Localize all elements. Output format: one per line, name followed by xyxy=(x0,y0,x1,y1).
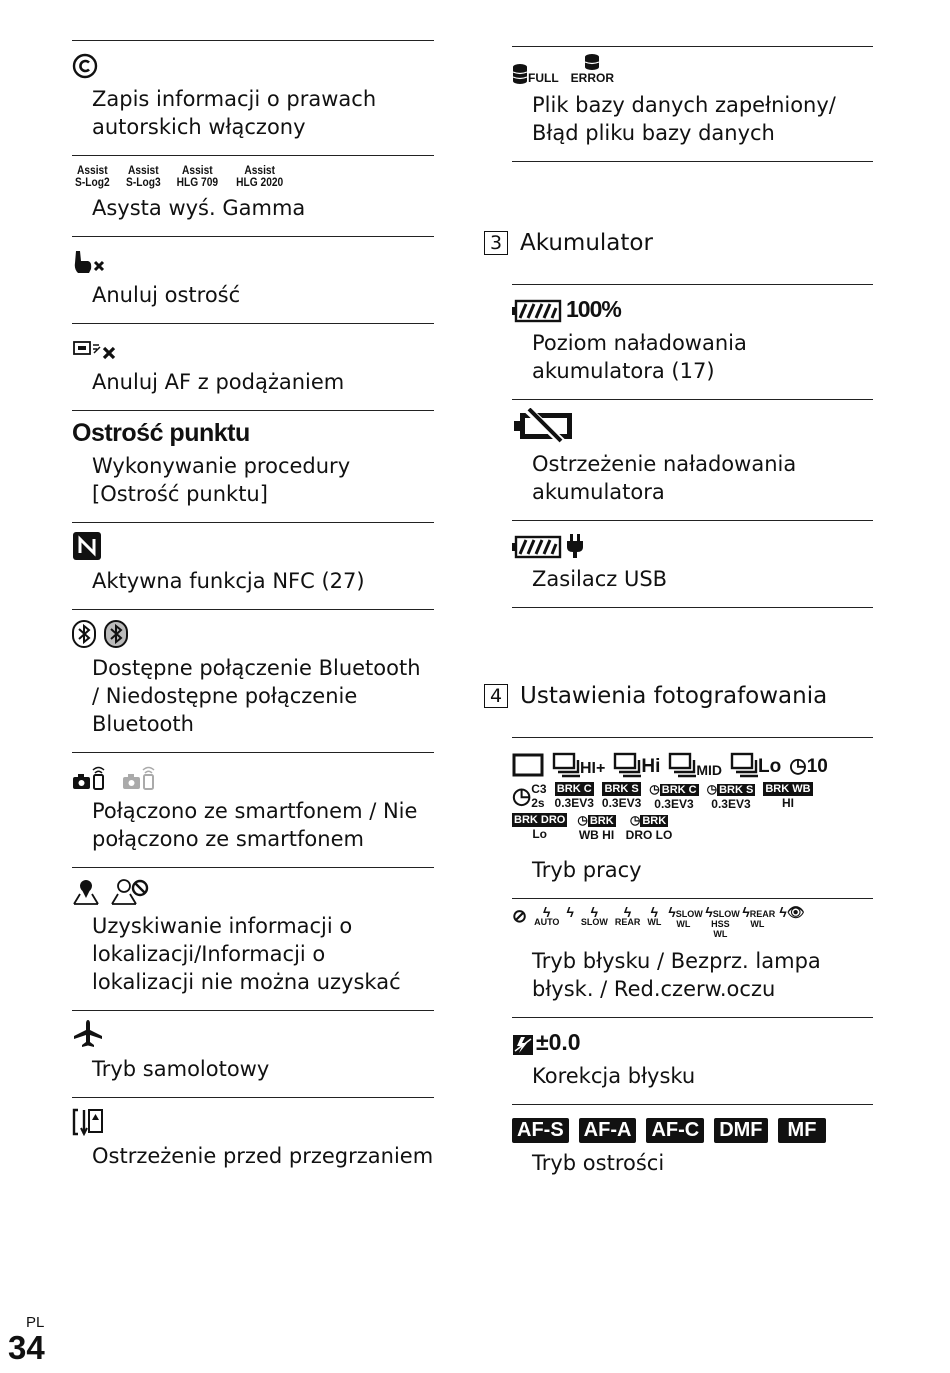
af-s-tag: AF-S xyxy=(512,1118,569,1143)
entry-flash-mode xyxy=(512,898,873,1017)
flash-rear-wl-icon: ϟREAR WL xyxy=(742,904,776,929)
page-footer xyxy=(8,1314,45,1367)
entry-nfc xyxy=(72,522,434,609)
gamma-slog2-icon: Assist S-Log2 xyxy=(75,163,110,189)
battery-empty-icon xyxy=(512,408,574,444)
flash-comp-icon xyxy=(512,1034,534,1056)
continuous-hi-icon: Hi xyxy=(613,752,660,778)
flash-slow-wl-icon: ϟSLOW WL xyxy=(668,904,703,929)
battery-full-icon xyxy=(512,299,562,323)
copyright-icon xyxy=(72,53,98,79)
flash-mode-desc: Tryb błysku / Bezprz. lampa błysk. / Red.czerw.oczu xyxy=(532,949,821,1001)
red-eye-icon: ϟ👁 xyxy=(779,904,805,920)
af-a-tag: AF-A xyxy=(579,1118,637,1143)
entry-cancel-af xyxy=(72,323,434,410)
airplane-desc: Tryb samolotowy xyxy=(92,1057,270,1081)
entry-overheat xyxy=(72,1097,434,1184)
gamma-slog3-icon: Assist S-Log3 xyxy=(125,163,161,189)
tracking-cancel-icon xyxy=(72,336,120,362)
smartphone-connected-icon xyxy=(72,763,108,791)
single-shot-icon xyxy=(512,752,544,778)
flash-auto-icon: ϟ AUTO xyxy=(534,904,560,927)
self-timer-cont-icon: ◷ C3 2s xyxy=(512,782,547,810)
gamma-desc: Asysta wyś. Gamma xyxy=(92,196,306,220)
entry-airplane xyxy=(72,1010,434,1097)
continuous-hiplus-icon: HI+ xyxy=(552,752,605,778)
nfc-desc: Aktywna funkcja NFC (27) xyxy=(92,569,365,593)
gamma-hlg2020-icon: Assist HLG 2020 xyxy=(236,163,284,189)
timer-wb-bracket-icon: ◷ BRK WB HI xyxy=(577,813,615,842)
dmf-tag: DMF xyxy=(714,1118,767,1143)
location-icon xyxy=(72,878,100,906)
entry-spot-focus xyxy=(72,410,434,522)
nfc-icon xyxy=(72,531,102,561)
entry-battery-level xyxy=(512,284,873,399)
flash-slow-hss-wl-icon: ϟSLOW HSS WL xyxy=(705,904,740,939)
flash-mode-icons xyxy=(512,904,873,941)
database-desc: Plik bazy danych zapełniony/ Błąd pliku bazy danych xyxy=(532,93,836,145)
bluetooth-desc: Dostępne połączenie Bluetooth / Niedostępne połączenie Bluetooth xyxy=(92,656,421,736)
flash-comp-value: ±0.0 xyxy=(536,1029,581,1055)
overheat-icon xyxy=(72,1108,104,1136)
touch-cancel-icon xyxy=(72,249,108,275)
drive-mode-icons xyxy=(512,746,873,842)
flash-rear-icon: ϟ REAR xyxy=(614,904,641,927)
entry-flash-comp xyxy=(512,1017,873,1104)
flash-off-icon: ⊘ xyxy=(512,906,528,926)
section-title: Ustawienia fotografowania xyxy=(520,683,828,709)
section-heading-shooting xyxy=(484,683,827,709)
battery-percent: 100% xyxy=(566,296,621,322)
right-column-top xyxy=(512,46,873,162)
focus-mode-desc: Tryb ostrości xyxy=(532,1151,665,1175)
flash-slow-icon: ϟ SLOW xyxy=(580,904,608,927)
spot-focus-title: Ostrość punktu xyxy=(72,419,250,447)
database-error-icon: ERROR xyxy=(571,53,614,85)
section-number: 3 xyxy=(484,231,508,255)
flash-wl-icon: ϟ WL xyxy=(647,904,662,927)
entry-battery-warning xyxy=(512,399,873,520)
af-c-tag: AF-C xyxy=(646,1118,704,1143)
usb-power-desc: Zasilacz USB xyxy=(532,567,668,591)
timer-bracket-cont-icon: ◷ BRK C 0.3EV3 xyxy=(649,782,697,811)
continuous-lo-icon: Lo xyxy=(730,752,781,778)
overheat-desc: Ostrzeżenie przed przegrzaniem xyxy=(92,1144,434,1168)
smartphone-disconnected-icon xyxy=(122,763,158,791)
self-timer-icon: ◷ 10 xyxy=(789,755,828,777)
language-code: PL xyxy=(26,1314,45,1331)
left-column xyxy=(72,40,434,1184)
airplane-icon xyxy=(72,1019,104,1049)
entry-smartphone xyxy=(72,752,434,867)
entry-drive-mode xyxy=(512,737,873,898)
page-number: 34 xyxy=(8,1329,45,1366)
section-title: Akumulator xyxy=(520,230,653,256)
dro-bracket-icon: BRK DRO Lo xyxy=(514,814,566,841)
section-heading-battery xyxy=(484,230,653,256)
entry-focus-mode xyxy=(512,1104,873,1191)
copyright-desc: Zapis informacji o prawach autorskich włączony xyxy=(92,87,377,139)
section-number: 4 xyxy=(484,684,508,708)
battery-level-desc: Poziom naładowania akumulatora (17) xyxy=(532,331,747,383)
battery-charge-icon xyxy=(512,535,562,559)
entry-gamma-assist xyxy=(72,155,434,236)
entry-copyright xyxy=(72,40,434,155)
entry-location xyxy=(72,867,434,1010)
flash-fill-icon: ϟ xyxy=(566,904,574,920)
gamma-hlg709-icon: Assist HLG 709 xyxy=(176,163,219,189)
flash-comp-desc: Korekcja błysku xyxy=(532,1064,696,1088)
drive-mode-desc: Tryb pracy xyxy=(532,858,642,882)
entry-usb-power xyxy=(512,520,873,608)
bluetooth-on-icon xyxy=(72,620,96,648)
continuous-mid-icon: MID xyxy=(668,752,722,778)
battery-warning-desc: Ostrzeżenie naładowania akumulatora xyxy=(532,452,797,504)
wb-bracket-icon: BRK WB HI xyxy=(765,783,811,810)
location-desc: Uzyskiwanie informacji o lokalizacji/Informacji o lokalizacji nie można uzyskać xyxy=(92,914,401,994)
entry-cancel-focus xyxy=(72,236,434,323)
location-unavailable-icon xyxy=(110,878,150,906)
bluetooth-off-icon xyxy=(104,620,128,648)
smartphone-desc: Połączono ze smartfonem / Nie połączono ze smartfonem xyxy=(92,799,418,851)
mf-tag: MF xyxy=(778,1118,827,1143)
entry-database xyxy=(512,46,873,162)
cancel-focus-desc: Anuluj ostrość xyxy=(92,283,241,307)
database-full-icon: FULL xyxy=(512,63,559,85)
right-column-battery xyxy=(512,284,873,608)
bracket-cont-icon: BRK C 0.3EV3 xyxy=(554,783,594,810)
timer-bracket-single-icon: ◷ BRK S 0.3EV3 xyxy=(706,782,754,811)
spot-focus-desc: Wykonywanie procedury [Ostrość punktu] xyxy=(92,454,351,506)
right-column-shooting xyxy=(512,737,873,1191)
usb-power-icon xyxy=(566,533,584,559)
timer-dro-bracket-icon: ◷ BRK DRO LO xyxy=(625,813,673,842)
entry-bluetooth xyxy=(72,609,434,752)
bracket-single-icon: BRK S 0.3EV3 xyxy=(601,783,642,810)
cancel-af-desc: Anuluj AF z podążaniem xyxy=(92,370,345,394)
